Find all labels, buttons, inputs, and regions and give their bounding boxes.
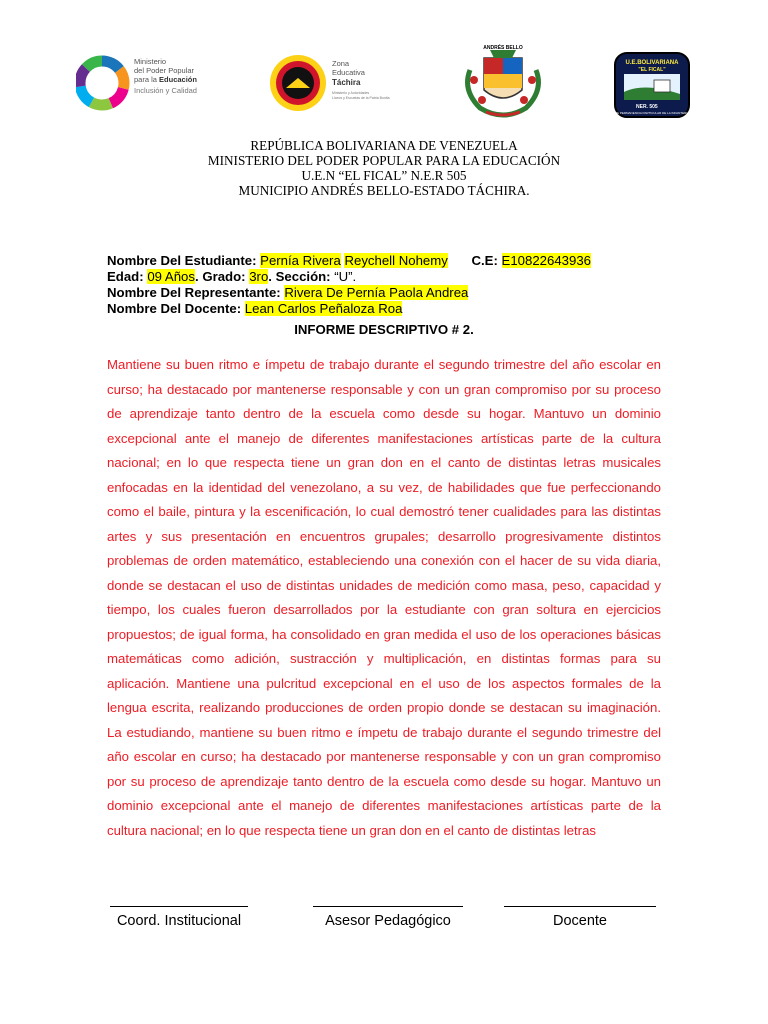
signature-asesor-label: Asesor Pedagógico	[325, 913, 451, 929]
grade-value: 3ro	[249, 269, 269, 284]
school-logo	[614, 52, 690, 118]
svg-text:Educativa: Educativa	[332, 68, 365, 77]
signature-line	[504, 906, 656, 907]
section-label: Sección:	[275, 269, 331, 284]
teacher-row	[107, 301, 667, 317]
header-line-municipality: MUNICIPIO ANDRÉS BELLO-ESTADO TÁCHIRA.	[238, 183, 530, 198]
logo-bar	[0, 40, 768, 120]
signature-line	[110, 906, 248, 907]
teacher-value: Lean Carlos Peñaloza Roa	[244, 301, 403, 316]
report-body: Mantiene su buen ritmo e ímpetu de trabajo durante el segundo trimestre del año escolar en curso; ha destacado por mantenerse responsable y con un gran compromiso por su proceso de aprendizaje tanto dentro de la escuela como desde su hogar. Mantuvo un dominio excepcional ante el manejo de diferentes manifestaciones artísticas parte de la cultura nacional; en lo que respecta tiene un gran don en el canto de distintas letras musicales enfocadas en la identidad del venezolano, a su vez, de habilidades que fue perfeccionando como el baile, pintura y la escenificación, lo cual demostró tener cualidades para las distintas artes y sus presentación en encuentros grupales; desarrollo progresivamente distintos problemas de orden matemático, estableciendo una conexión con el hacer de su vida diaria, donde se destacan el uso de distintas unidades de medición como masa, peso, capacidad y tiempo, los cuales fueron desarrollados por la estudiante con gran soltura en ejercicios propuestos; de igual forma, ha consolidado en gran medida el uso de los operaciones básicas matemáticas como adición, sustracción y multiplicación, en distintas formas para su aplicación. Mantiene una pulcritud excepcional en el uso de los aspectos formales de la lengua escrita, realizando producciones de orden propio donde se destacan su imaginación. La estudiando, mantiene su buen ritmo e ímpetu de trabajo durante el segundo trimestre del año escolar en curso; ha destacado por mantenerse responsable y con un gran compromiso por su proceso de aprendizaje tanto dentro de la escuela como desde su hogar. Mantuvo un dominio excepcional ante el manejo de diferentes manifestaciones artísticas parte de la cultura nacional; en lo que respecta tiene un gran don en el canto de distintas letras	[107, 357, 661, 838]
grade-label: Grado:	[202, 269, 246, 284]
svg-text:Zona: Zona	[332, 59, 350, 68]
svg-text:del Poder Popular: del Poder Popular	[134, 66, 195, 75]
svg-text:DE PERMANENCIA PARTICULAR DE L: DE PERMANENCIA PARTICULAR DE LA INFANTERIA	[614, 111, 690, 115]
ce-label: C.E:	[471, 253, 498, 268]
zona-educativa-logo	[268, 52, 398, 114]
representative-value: Rivera De Pernía Paola Andrea	[284, 285, 469, 300]
header-line-ministry: MINISTERIO DEL PODER POPULAR PARA LA EDUCACIÓN	[207, 153, 561, 168]
student-given-name-value: Reychell Nohemy	[344, 253, 448, 268]
signature-block	[0, 906, 768, 956]
report-title: INFORME DESCRIPTIVO # 2.	[294, 322, 474, 337]
svg-text:Ministerio: Ministerio	[134, 57, 167, 66]
svg-text:para la Educación: para la Educación	[134, 75, 197, 84]
svg-text:Inclusión y Calidad: Inclusión y Calidad	[134, 86, 197, 95]
svg-text:Táchira: Táchira	[332, 78, 361, 87]
section-value: “U”.	[334, 269, 357, 284]
coat-of-arms-logo	[460, 40, 546, 122]
svg-text:"EL FICAL": "EL FICAL"	[638, 67, 666, 73]
ce-value: E10822643936	[501, 253, 592, 268]
svg-text:Liceos y Escuelas de la Patria: Liceos y Escuelas de la Patria Bonita	[332, 96, 390, 100]
student-name-row	[107, 253, 667, 269]
teacher-label: Nombre Del Docente:	[107, 301, 242, 316]
header-line-republic: REPÚBLICA BOLIVARIANA DE VENEZUELA	[250, 138, 518, 153]
document-header	[0, 138, 768, 198]
student-age-row: Edad: 09 Años. Grado: 3ro. Sección: “U”.	[107, 269, 357, 284]
age-value: 09 Años	[147, 269, 195, 284]
mppe-logo	[76, 54, 216, 112]
age-label: Edad:	[107, 269, 144, 284]
student-info	[107, 253, 667, 317]
svg-text:Ministerio y Autoridades: Ministerio y Autoridades	[332, 91, 370, 95]
svg-text:NER. 505: NER. 505	[636, 104, 658, 110]
representative-label: Nombre Del Representante:	[107, 285, 281, 300]
svg-text:ANDRÉS BELLO: ANDRÉS BELLO	[483, 45, 523, 51]
signature-coord	[110, 906, 248, 929]
signature-docente	[504, 906, 656, 929]
signature-coord-label: Coord. Institucional	[116, 913, 242, 929]
student-name-label: Nombre Del Estudiante:	[107, 253, 257, 268]
svg-text:U.E.BOLIVARIANA: U.E.BOLIVARIANA	[625, 60, 679, 66]
header-line-school: U.E.N “EL FICAL” N.E.R 505	[301, 168, 467, 183]
student-surname-value: Pernía Rivera	[260, 253, 341, 268]
signature-docente-label: Docente	[552, 913, 607, 929]
representative-row	[107, 285, 667, 301]
signature-line	[313, 906, 463, 907]
signature-asesor	[313, 906, 463, 929]
